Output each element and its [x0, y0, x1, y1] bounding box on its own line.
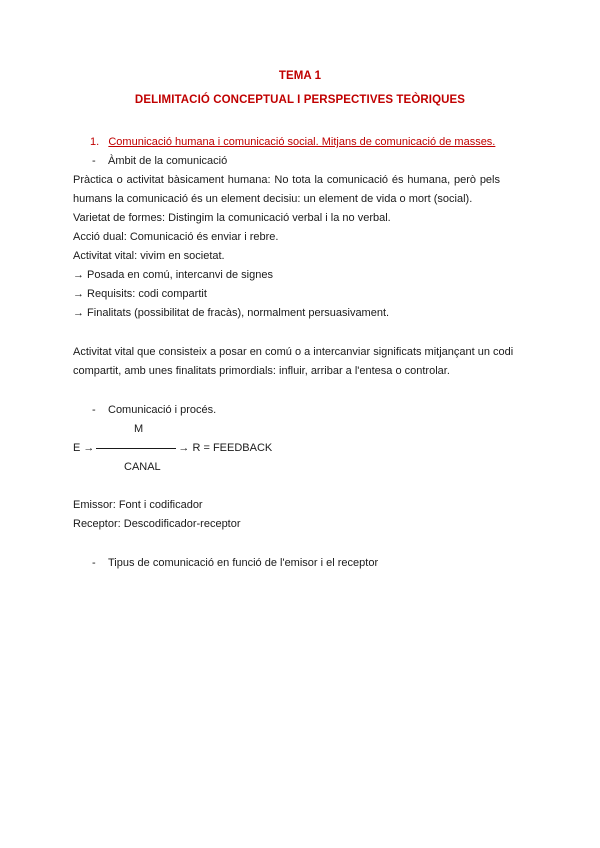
varietat-line: Varietat de formes: Distingim la comunicació verbal i la no verbal.: [73, 212, 391, 224]
activitat-vital-line: Activitat vital: vivim en societat.: [73, 250, 225, 262]
tipus-item: Tipus de comunicació en funció de l'emisor i el receptor: [108, 557, 379, 569]
diagram-flow: [73, 441, 272, 455]
arrow-item: → Posada en comú, intercanvi de signes: [73, 269, 273, 281]
bullet-dash: -: [92, 557, 96, 569]
diagram-message-label: M: [134, 423, 144, 435]
practica-line-1: Pràctica o activitat bàsicament humana: No tota la comunicació és humana, però pels: [73, 174, 500, 186]
receptor-line: Receptor: Descodificador-receptor: [73, 518, 241, 530]
accio-line: Acció dual: Comunicació és enviar i rebre.: [73, 231, 279, 243]
proces-item: Comunicació i procés.: [108, 404, 217, 416]
diagram-channel-line: [96, 448, 176, 449]
ambit-item: Àmbit de la comunicació: [108, 155, 228, 167]
tema-heading: TEMA 1: [278, 70, 322, 82]
practica-line-2: humans la comunicació és un element decisiu: un element de vida o mort (social).: [73, 193, 473, 205]
diagram-emitter: E →: [73, 442, 95, 454]
definition-line-1: Activitat vital que consisteix a posar en comú o a intercanviar significats mitjançant un codi: [73, 346, 514, 358]
bullet-dash: -: [92, 404, 96, 416]
tema-subtitle: DELIMITACIÓ CONCEPTUAL I PERSPECTIVES TEÒRIQUES: [134, 94, 466, 106]
arrow-item: → Finalitats (possibilitat de fracàs), normalment persuasivament.: [73, 307, 390, 319]
section-1-heading: [90, 135, 495, 149]
bullet-dash: -: [92, 155, 96, 167]
emissor-line: Emissor: Font i codificador: [73, 499, 203, 511]
section-title-link[interactable]: Comunicació humana i comunicació social. Mitjans de comunicació de masses.: [108, 136, 496, 148]
section-number: 1.: [90, 136, 100, 148]
diagram-receiver: → R = FEEDBACK: [178, 442, 273, 454]
diagram-canal-label: CANAL: [124, 461, 161, 473]
arrow-item: → Requisits: codi compartit: [73, 288, 207, 300]
definition-line-2: compartit, amb unes finalitats primordials: influir, arribar a l'entesa o controlar.: [73, 365, 450, 377]
